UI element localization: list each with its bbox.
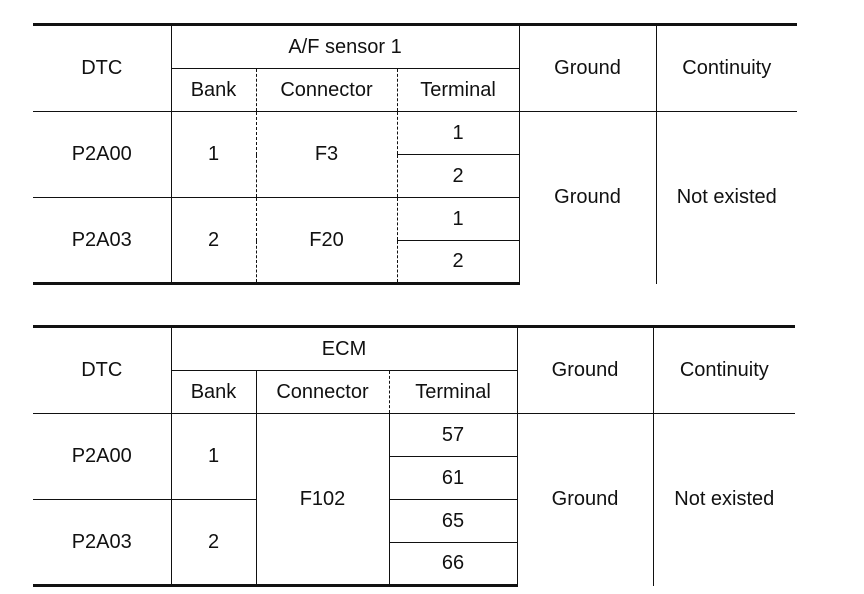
ground-cell: Ground	[519, 112, 656, 284]
terminal-header: Terminal	[389, 371, 517, 414]
ground-header: Ground	[517, 327, 653, 414]
af-sensor-table	[33, 23, 797, 285]
table-row	[33, 112, 797, 155]
bank-header: Bank	[171, 371, 256, 414]
bank-cell: 1	[171, 112, 256, 198]
connector-cell: F3	[256, 112, 397, 198]
bank-cell: 2	[171, 198, 256, 284]
dtc-cell: P2A03	[33, 198, 171, 284]
terminal-cell: 2	[397, 241, 519, 284]
af-sensor-group-header: A/F sensor 1	[171, 25, 519, 69]
ground-cell: Ground	[517, 414, 653, 586]
connector-header: Connector	[256, 69, 397, 112]
bank-cell: 1	[171, 414, 256, 500]
terminal-cell: 57	[389, 414, 517, 457]
connector-cell: F102	[256, 414, 389, 586]
bank-header: Bank	[171, 69, 256, 112]
bank-cell: 2	[171, 500, 256, 586]
terminal-cell: 65	[389, 500, 517, 543]
dtc-cell: P2A00	[33, 112, 171, 198]
dtc-cell: P2A03	[33, 500, 171, 586]
connector-cell: F20	[256, 198, 397, 284]
continuity-header: Continuity	[656, 25, 797, 112]
dtc-header: DTC	[33, 25, 171, 112]
continuity-cell: Not existed	[674, 488, 775, 511]
dtc-header: DTC	[33, 327, 171, 414]
continuity-cell: Not existed	[676, 186, 777, 209]
terminal-cell: 2	[397, 155, 519, 198]
terminal-cell: 1	[397, 198, 519, 241]
ecm-table	[33, 325, 795, 587]
ecm-group-header: ECM	[171, 327, 517, 371]
table-row	[33, 414, 795, 457]
ground-header: Ground	[519, 25, 656, 112]
terminal-header: Terminal	[397, 69, 519, 112]
dtc-cell: P2A00	[33, 414, 171, 500]
terminal-cell: 1	[397, 112, 519, 155]
terminal-cell: 66	[389, 543, 517, 586]
terminal-cell: 61	[389, 457, 517, 500]
connector-header: Connector	[256, 371, 389, 414]
continuity-header: Continuity	[653, 327, 795, 414]
